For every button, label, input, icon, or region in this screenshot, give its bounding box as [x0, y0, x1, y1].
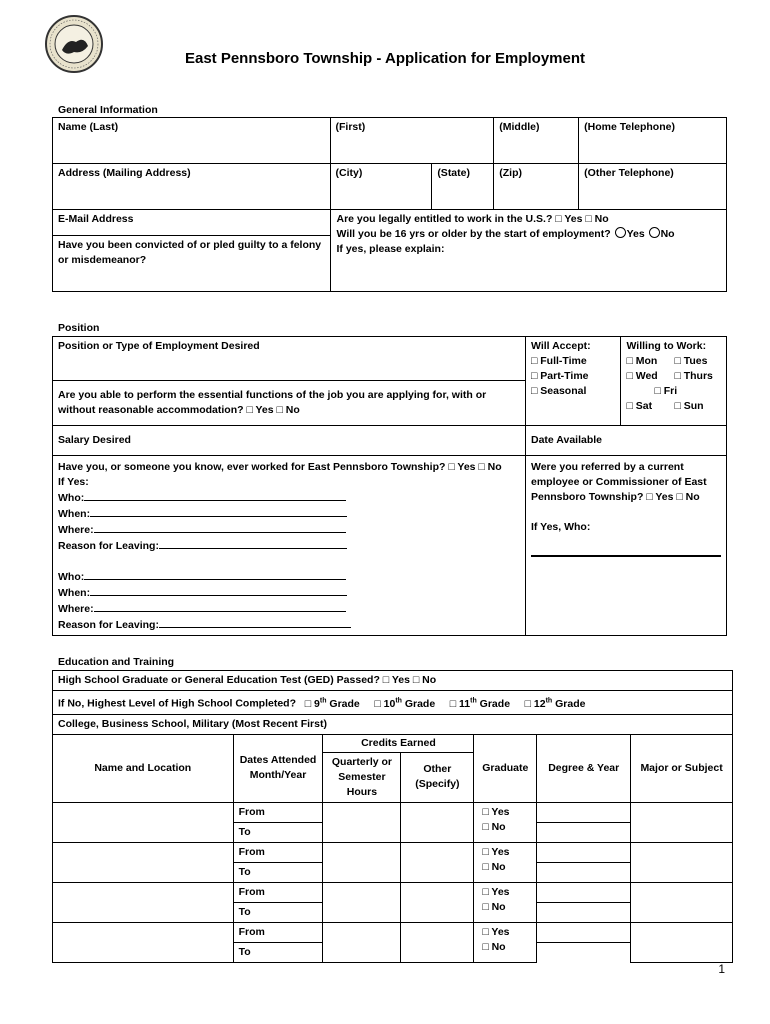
school-4-name-field[interactable] — [53, 922, 234, 962]
school-3-degree-blank — [537, 902, 631, 922]
city-field[interactable]: (City) — [330, 164, 432, 210]
school-3-graduate-cell — [474, 882, 537, 922]
if-yes-who-label: If Yes, Who: — [531, 521, 591, 533]
referred-question[interactable]: Were you referred by a current employee or Commissioner of East Pennsboro Township? □ Yes □ No — [531, 461, 707, 503]
graduate-header: Graduate — [474, 734, 537, 802]
grade-9-checkbox[interactable]: □ 9th Grade — [304, 697, 360, 710]
thurs-checkbox[interactable]: □ Thurs — [674, 370, 713, 382]
age-no-label: No — [660, 228, 675, 240]
school-2-name-field[interactable] — [53, 842, 234, 882]
email-field[interactable]: E-Mail Address — [53, 210, 331, 236]
school-1-yes-checkbox[interactable]: □ Yes — [482, 805, 510, 818]
referred-who-line[interactable] — [531, 554, 721, 557]
school-3-other-field[interactable] — [401, 882, 474, 922]
reason-label-1: Reason for Leaving: — [58, 540, 159, 552]
who-label-2: Who: — [58, 571, 85, 583]
full-time-checkbox[interactable]: □ Full-Time — [531, 355, 587, 367]
where-label-2: Where: — [58, 603, 94, 615]
school-4-yes-checkbox[interactable]: □ Yes — [482, 925, 510, 938]
home-telephone-field[interactable]: (Home Telephone) — [579, 118, 727, 164]
school-2-graduate-cell — [474, 842, 537, 882]
sat-checkbox[interactable]: □ Sat — [626, 400, 653, 412]
who-line-1[interactable] — [84, 490, 346, 501]
school-1-quarterly-field[interactable] — [323, 802, 401, 842]
where-line-2[interactable] — [94, 601, 346, 612]
school-4-degree-blank — [537, 942, 631, 962]
when-line-2[interactable] — [90, 585, 347, 596]
entitled-question[interactable]: Are you legally entitled to work in the U.S.? □ Yes □ No — [336, 213, 609, 225]
wed-checkbox[interactable]: □ Wed — [626, 370, 658, 382]
name-last-field[interactable]: Name (Last) — [53, 118, 331, 164]
felony-question[interactable]: Have you been convicted of or pled guilty to a felony or misdemeanor? — [53, 236, 331, 292]
worked-question[interactable]: Have you, or someone you know, ever worked for East Pennsboro Township? □ Yes □ No — [58, 461, 502, 473]
college-label: College, Business School, Military (Most Recent First) — [53, 714, 733, 734]
school-2-quarterly-field[interactable] — [323, 842, 401, 882]
where-label-1: Where: — [58, 524, 94, 536]
other-specify-header: Other (Specify) — [401, 752, 474, 802]
grade-11-checkbox[interactable]: □ 11th Grade — [449, 697, 511, 710]
school-4-degree-field[interactable] — [537, 922, 631, 942]
school-1-degree-blank — [537, 822, 631, 842]
position-heading: Position — [58, 322, 100, 334]
referred-cell — [526, 456, 727, 636]
willing-to-work-cell — [621, 337, 727, 426]
reason-label-2: Reason for Leaving: — [58, 619, 159, 631]
school-1-no-checkbox[interactable]: □ No — [482, 820, 506, 833]
school-2-to-field[interactable]: To — [233, 862, 323, 882]
when-label-2: When: — [58, 587, 91, 599]
age-question: Will you be 16 yrs or older by the start of employment? — [336, 228, 611, 240]
school-1-graduate-cell — [474, 802, 537, 842]
school-4-to-field[interactable]: To — [233, 942, 323, 962]
general-table — [52, 117, 727, 292]
school-2-other-field[interactable] — [401, 842, 474, 882]
seasonal-checkbox[interactable]: □ Seasonal — [531, 385, 587, 397]
age-yes-label: Yes — [626, 228, 645, 240]
age-question-row — [337, 227, 722, 242]
name-location-header: Name and Location — [53, 734, 234, 802]
school-1-degree-field[interactable] — [537, 802, 631, 822]
position-desired-field[interactable]: Position or Type of Employment Desired — [53, 337, 526, 381]
date-available-field[interactable]: Date Available — [526, 426, 727, 456]
fri-checkbox[interactable]: □ Fri — [654, 385, 678, 397]
who-line-2[interactable] — [84, 569, 346, 580]
when-label-1: When: — [58, 508, 91, 520]
willing-label: Willing to Work: — [626, 340, 707, 352]
worked-before-cell — [53, 456, 526, 636]
school-3-quarterly-field[interactable] — [323, 882, 401, 922]
school-2-yes-checkbox[interactable]: □ Yes — [482, 845, 510, 858]
school-4-from-field[interactable]: From — [233, 922, 323, 942]
tues-checkbox[interactable]: □ Tues — [674, 355, 708, 367]
school-3-major-field[interactable] — [631, 882, 733, 922]
reason-line-2[interactable] — [159, 617, 351, 628]
school-3-from-field[interactable]: From — [233, 882, 323, 902]
education-heading: Education and Training — [58, 656, 175, 668]
first-name-field[interactable]: (First) — [330, 118, 494, 164]
school-3-name-field[interactable] — [53, 882, 234, 922]
age-no-radio-icon[interactable] — [649, 227, 660, 238]
sun-checkbox[interactable]: □ Sun — [674, 400, 704, 412]
when-line-1[interactable] — [90, 506, 347, 517]
quarterly-hours-header: Quarterly or Semester Hours — [323, 752, 401, 802]
page-title: East Pennsboro Township - Application for Employment — [184, 50, 586, 67]
zip-field[interactable]: (Zip) — [494, 164, 579, 210]
will-accept-label: Will Accept: — [531, 340, 591, 352]
hs-level-row — [53, 691, 733, 715]
eligibility-cell — [330, 210, 727, 292]
reason-line-1[interactable] — [159, 538, 347, 549]
school-4-no-checkbox[interactable]: □ No — [482, 940, 506, 953]
school-1-other-field[interactable] — [401, 802, 474, 842]
school-4-quarterly-field[interactable] — [323, 922, 401, 962]
if-yes-label: If Yes: — [58, 476, 89, 488]
credits-earned-header: Credits Earned — [323, 734, 474, 752]
grade-10-checkbox[interactable]: □ 10th Grade — [374, 697, 436, 710]
school-1-to-field[interactable]: To — [233, 822, 323, 842]
hs-level-question: If No, Highest Level of High School Completed? — [58, 697, 297, 710]
where-line-1[interactable] — [94, 522, 346, 533]
school-4-graduate-cell — [474, 922, 537, 962]
school-3-no-checkbox[interactable]: □ No — [482, 900, 506, 913]
school-2-degree-field[interactable] — [537, 842, 631, 862]
address-field[interactable]: Address (Mailing Address) — [53, 164, 331, 210]
school-3-to-field[interactable]: To — [233, 902, 323, 922]
who-label-1: Who: — [58, 492, 85, 504]
school-1-name-field[interactable] — [53, 802, 234, 842]
page-number: 1 — [718, 962, 725, 976]
hs-graduate-question[interactable]: High School Graduate or General Education Test (GED) Passed? □ Yes □ No — [53, 671, 733, 691]
school-2-major-field[interactable] — [631, 842, 733, 882]
other-telephone-field[interactable]: (Other Telephone) — [579, 164, 727, 210]
school-2-degree-blank — [537, 862, 631, 882]
general-heading: General Information — [58, 104, 158, 116]
will-accept-cell — [526, 337, 621, 426]
explain-label[interactable]: If yes, please explain: — [336, 243, 445, 255]
salary-desired-field[interactable]: Salary Desired — [53, 426, 526, 456]
degree-year-header: Degree & Year — [537, 734, 631, 802]
mon-checkbox[interactable]: □ Mon — [626, 355, 658, 367]
major-subject-header: Major or Subject — [631, 734, 733, 802]
grade-12-checkbox[interactable]: □ 12th Grade — [524, 697, 586, 710]
education-table — [52, 670, 733, 963]
state-field[interactable]: (State) — [432, 164, 494, 210]
school-1-from-field[interactable]: From — [233, 802, 323, 822]
essential-functions-question[interactable]: Are you able to perform the essential functions of the job you are applying for, with or without reasonable accommodation? □ Yes □ No — [53, 381, 526, 426]
school-3-yes-checkbox[interactable]: □ Yes — [482, 885, 510, 898]
school-2-from-field[interactable]: From — [233, 842, 323, 862]
dates-attended-header: Dates Attended Month/Year — [233, 734, 323, 802]
position-table — [52, 336, 727, 636]
school-3-degree-field[interactable] — [537, 882, 631, 902]
school-4-other-field[interactable] — [401, 922, 474, 962]
part-time-checkbox[interactable]: □ Part-Time — [531, 370, 589, 382]
age-yes-radio-icon[interactable] — [615, 227, 626, 238]
school-4-major-field[interactable] — [631, 922, 733, 962]
school-2-no-checkbox[interactable]: □ No — [482, 860, 506, 873]
middle-name-field[interactable]: (Middle) — [494, 118, 579, 164]
school-1-major-field[interactable] — [631, 802, 733, 842]
